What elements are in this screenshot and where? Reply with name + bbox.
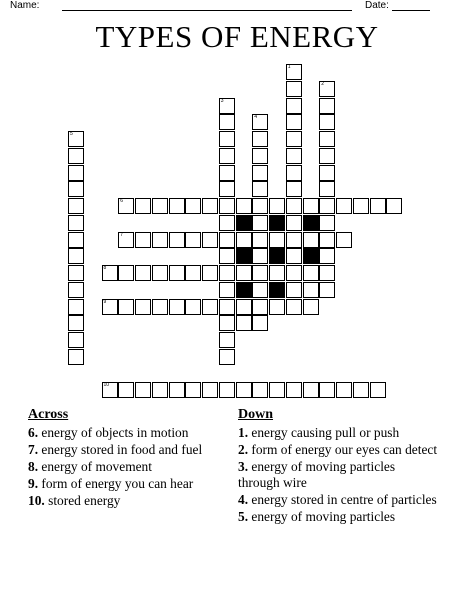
grid-cell[interactable] [269, 198, 285, 214]
grid-cell[interactable] [386, 198, 402, 214]
grid-cell[interactable] [202, 198, 218, 214]
black-cell [236, 282, 252, 298]
grid-cell[interactable] [269, 299, 285, 315]
clue-number: 6. [28, 425, 39, 440]
clue-number: 7. [28, 442, 39, 457]
grid-cell[interactable] [68, 131, 84, 147]
grid-cell[interactable] [68, 349, 84, 365]
grid-cell[interactable] [219, 265, 235, 281]
grid-cell[interactable] [236, 315, 252, 331]
clue-text: energy stored in food and fuel [41, 442, 203, 457]
grid-cell[interactable] [353, 198, 369, 214]
grid-cell[interactable] [319, 232, 335, 248]
clue-text: form of energy you can hear [41, 476, 194, 491]
grid-cell[interactable] [303, 282, 319, 298]
clue-down-3 [238, 459, 438, 490]
grid-cell[interactable] [319, 131, 335, 147]
grid-cell[interactable] [135, 382, 151, 398]
clue-down-5 [238, 509, 438, 525]
clue-cell-number: 9 [103, 298, 107, 305]
grid-cell[interactable] [68, 248, 84, 264]
grid-cell[interactable] [219, 382, 235, 398]
clue-across-6 [28, 425, 228, 441]
grid-cell[interactable] [152, 232, 168, 248]
grid-cell[interactable] [286, 114, 302, 130]
grid-cell[interactable] [252, 315, 268, 331]
grid-cell[interactable] [286, 232, 302, 248]
grid-cell[interactable] [135, 232, 151, 248]
grid-cell[interactable] [219, 131, 235, 147]
grid-cell[interactable] [68, 215, 84, 231]
grid-cell[interactable] [370, 198, 386, 214]
black-cell [269, 248, 285, 264]
clue-down-4 [238, 492, 438, 508]
name-label: Name: [10, 0, 40, 11]
grid-cell[interactable] [286, 282, 302, 298]
grid-cell[interactable] [286, 248, 302, 264]
grid-cell[interactable] [219, 215, 235, 231]
grid-cell[interactable] [219, 315, 235, 331]
grid-cell[interactable] [286, 81, 302, 97]
clue-down-2 [238, 442, 438, 458]
grid-cell[interactable] [286, 265, 302, 281]
black-cell [236, 248, 252, 264]
clue-cell-number: 1 [287, 64, 291, 70]
grid-cell[interactable] [169, 382, 185, 398]
grid-cell[interactable] [102, 382, 118, 398]
clue-across-7 [28, 442, 228, 458]
clue-across-8 [28, 459, 228, 475]
grid-cell[interactable] [219, 98, 235, 114]
grid-cell[interactable] [152, 299, 168, 315]
clue-cell-number: 2 [321, 80, 325, 87]
grid-cell[interactable] [202, 265, 218, 281]
grid-cell[interactable] [286, 181, 302, 197]
grid-cell[interactable] [118, 299, 134, 315]
grid-cell[interactable] [252, 265, 268, 281]
date-label: Date: [365, 0, 389, 11]
clue-across-10 [28, 493, 228, 509]
grid-cell[interactable] [319, 114, 335, 130]
grid-cell[interactable] [286, 64, 302, 80]
grid-cell[interactable] [269, 265, 285, 281]
grid-cell[interactable] [118, 265, 134, 281]
page-title: TYPES OF ENERGY [95, 19, 379, 54]
clue-number: 8. [28, 459, 39, 474]
grid-cell[interactable] [252, 215, 268, 231]
clue-number: 2. [238, 442, 249, 457]
grid-cell[interactable] [252, 114, 268, 130]
clue-cell-number: 10 [103, 382, 110, 389]
grid-cell[interactable] [102, 265, 118, 281]
grid-cell[interactable] [319, 282, 335, 298]
clue-text: form of energy our eyes can detect [251, 442, 438, 457]
grid-cell[interactable] [252, 198, 268, 214]
grid-cell[interactable] [219, 282, 235, 298]
grid-cell[interactable] [219, 148, 235, 164]
grid-cell[interactable] [219, 299, 235, 315]
grid-cell[interactable] [118, 232, 134, 248]
grid-cell[interactable] [353, 382, 369, 398]
grid-cell[interactable] [286, 198, 302, 214]
grid-cell[interactable] [68, 315, 84, 331]
clue-text: energy of moving particles through wire [238, 459, 396, 490]
clue-number: 9. [28, 476, 39, 491]
grid-cell[interactable] [236, 232, 252, 248]
grid-cell[interactable] [152, 265, 168, 281]
grid-cell[interactable] [286, 148, 302, 164]
grid-cell[interactable] [102, 299, 118, 315]
grid-cell[interactable] [252, 282, 268, 298]
grid-cell[interactable] [252, 181, 268, 197]
grid-cell[interactable] [319, 215, 335, 231]
clue-number: 4. [238, 491, 249, 507]
clue-text: energy of movement [41, 459, 152, 474]
grid-cell[interactable] [152, 198, 168, 214]
grid-cell[interactable] [135, 198, 151, 214]
grid-cell[interactable] [219, 181, 235, 197]
grid-cell[interactable] [68, 232, 84, 248]
clue-number: 1. [238, 425, 249, 440]
black-cell [269, 282, 285, 298]
grid-cell[interactable] [319, 248, 335, 264]
grid-cell[interactable] [68, 148, 84, 164]
black-cell [236, 215, 252, 231]
grid-cell[interactable] [219, 248, 235, 264]
grid-cell[interactable] [118, 382, 134, 398]
clue-down-1 [238, 425, 438, 441]
clue-cell-number: 4 [254, 114, 258, 121]
grid-cell[interactable] [269, 382, 285, 398]
grid-cell[interactable] [303, 382, 319, 398]
clue-text: energy stored in centre of particles [251, 491, 437, 507]
down-clues [238, 407, 438, 526]
grid-cell[interactable] [303, 232, 319, 248]
clue-cell-number: 3 [220, 97, 224, 104]
grid-cell[interactable] [185, 265, 201, 281]
down-heading: Down [238, 407, 274, 422]
grid-cell[interactable] [319, 181, 335, 197]
grid-cell[interactable] [135, 265, 151, 281]
grid-cell[interactable] [252, 131, 268, 147]
grid-cell[interactable] [219, 165, 235, 181]
grid-cell[interactable] [152, 382, 168, 398]
clue-cell-number: 6 [120, 198, 124, 204]
grid-cell[interactable] [303, 299, 319, 315]
grid-cell[interactable] [169, 265, 185, 281]
grid-cell[interactable] [336, 232, 352, 248]
clue-cell-number: 7 [120, 231, 124, 238]
grid-cell[interactable] [219, 198, 235, 214]
grid-cell[interactable] [336, 198, 352, 214]
grid-cell[interactable] [68, 198, 84, 214]
grid-cell[interactable] [319, 81, 335, 97]
grid-cell[interactable] [319, 165, 335, 181]
grid-cell[interactable] [202, 382, 218, 398]
grid-cell[interactable] [185, 232, 201, 248]
grid-cell[interactable] [219, 332, 235, 348]
grid-cell[interactable] [236, 382, 252, 398]
grid-cell[interactable] [185, 198, 201, 214]
grid-cell[interactable] [169, 198, 185, 214]
grid-cell[interactable] [236, 265, 252, 281]
grid-cell[interactable] [68, 282, 84, 298]
grid-cell[interactable] [336, 382, 352, 398]
grid-cell[interactable] [68, 181, 84, 197]
grid-cell[interactable] [252, 165, 268, 181]
grid-cell[interactable] [286, 382, 302, 398]
grid-cell[interactable] [169, 232, 185, 248]
grid-cell[interactable] [135, 299, 151, 315]
grid-cell[interactable] [286, 165, 302, 181]
grid-cell[interactable] [236, 299, 252, 315]
grid-cell[interactable] [118, 198, 134, 214]
grid-cell[interactable] [252, 248, 268, 264]
clue-across-9 [28, 476, 228, 492]
grid-cell[interactable] [252, 232, 268, 248]
grid-cell[interactable] [252, 148, 268, 164]
grid-cell[interactable] [286, 98, 302, 114]
clue-cell-number: 8 [103, 265, 107, 271]
grid-cell[interactable] [252, 299, 268, 315]
grid-cell[interactable] [319, 98, 335, 114]
grid-cell[interactable] [319, 148, 335, 164]
clue-number: 3. [238, 459, 249, 474]
grid-cell[interactable] [68, 165, 84, 181]
grid-cell[interactable] [252, 382, 268, 398]
grid-cell[interactable] [202, 299, 218, 315]
clue-text: energy of moving particles [251, 508, 396, 524]
clue-text: energy of objects in motion [41, 425, 189, 440]
black-cell [303, 248, 319, 264]
grid-cell[interactable] [303, 265, 319, 281]
grid-cell[interactable] [319, 265, 335, 281]
grid-cell[interactable] [68, 299, 84, 315]
clue-text: energy causing pull or push [251, 425, 400, 440]
black-cell [269, 215, 285, 231]
grid-cell[interactable] [219, 114, 235, 130]
grid-cell[interactable] [185, 299, 201, 315]
clue-number: 5. [238, 508, 249, 524]
across-heading: Across [28, 407, 69, 422]
across-clues [28, 407, 228, 510]
clue-number: 10. [28, 493, 45, 508]
grid-cell[interactable] [236, 198, 252, 214]
clue-text: stored energy [48, 493, 121, 508]
grid-cell[interactable] [303, 198, 319, 214]
grid-cell[interactable] [169, 299, 185, 315]
grid-cell[interactable] [185, 382, 201, 398]
grid-cell[interactable] [286, 299, 302, 315]
grid-cell[interactable] [319, 382, 335, 398]
grid-cell[interactable] [370, 382, 386, 398]
black-cell [303, 215, 319, 231]
grid-cell[interactable] [319, 198, 335, 214]
grid-cell[interactable] [286, 215, 302, 231]
clue-cell-number: 5 [70, 131, 73, 137]
grid-cell[interactable] [286, 131, 302, 147]
grid-cell[interactable] [219, 349, 235, 365]
grid-cell[interactable] [68, 265, 84, 281]
grid-cell[interactable] [219, 232, 235, 248]
grid-cell[interactable] [269, 232, 285, 248]
grid-cell[interactable] [202, 232, 218, 248]
grid-cell[interactable] [68, 332, 84, 348]
